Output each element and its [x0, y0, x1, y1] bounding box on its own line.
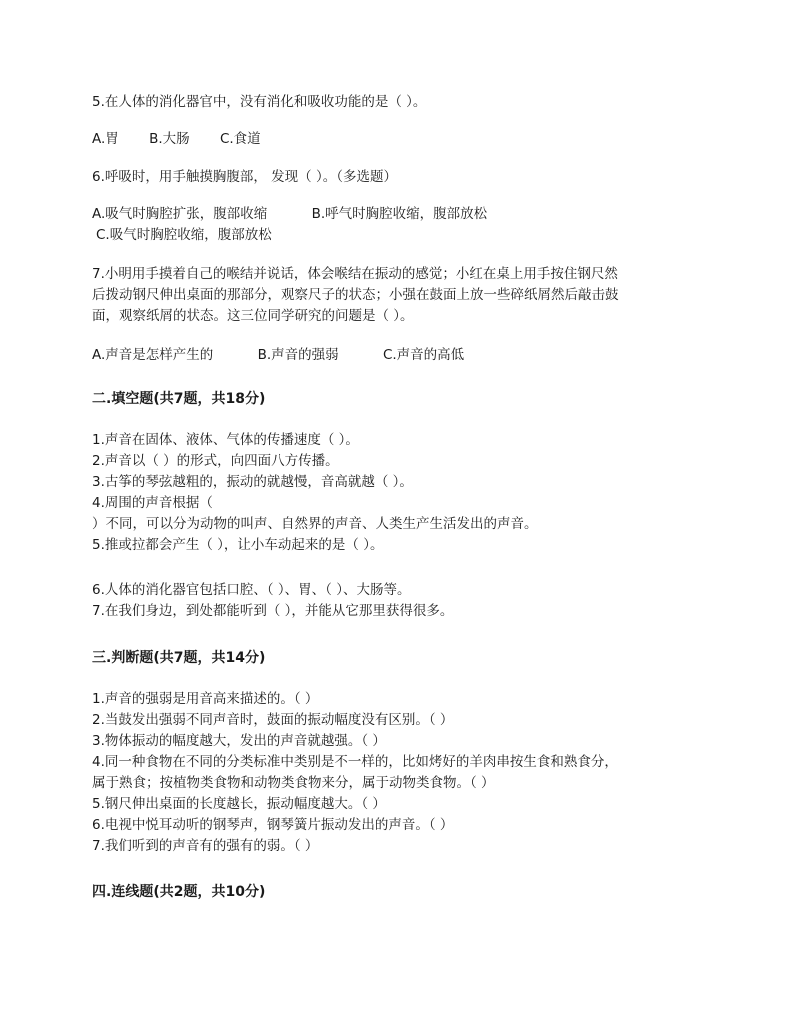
question-5-options — [92, 129, 732, 150]
fill-item-4: 4.周围的声音根据（ — [92, 495, 213, 511]
option-c: C.吸气时胸腔收缩，腹部放松 — [96, 227, 272, 243]
judge-item-2: 2.当鼓发出强弱不同声音时，鼓面的振动幅度没有区别。（ ） — [92, 712, 454, 728]
fill-item-6: 6.人体的消化器官包括口腔、（ ）、胃、（ ）、大肠等。 — [92, 582, 411, 598]
judge-item-4: 4.同一种食物在不同的分类标准中类别是不一样的，比如烤好的羊肉串按生食和熟食分， — [92, 754, 618, 770]
section-3-heading: 三.判断题(共7题，共14分) — [92, 650, 266, 666]
judge-item-3: 3.物体振动的幅度越大，发出的声音就越强。（ ） — [92, 733, 386, 749]
option-a: A.声音是怎样产生的 — [92, 347, 214, 363]
option-b: B.大肠 — [149, 131, 190, 147]
question-6-options — [92, 204, 732, 246]
section-2-heading: 二.填空题(共7题，共18分) — [92, 391, 266, 407]
judge-item-5: 5.钢尺伸出桌面的长度越长，振动幅度越大。（ ） — [92, 796, 386, 812]
fill-item-3: 3.古筝的琴弦越粗的，振动的就越慢，音高就越（ ）。 — [92, 474, 413, 490]
question-5 — [92, 92, 732, 113]
judge-item-1: 1.声音的强弱是用音高来描述的。（ ） — [92, 691, 319, 707]
question-7-stem-line-1: 7.小明用手摸着自己的喉结并说话，体会喉结在振动的感觉；小红在桌上用手按住钢尺然 — [92, 266, 618, 282]
question-7-stem-line-2: 后拨动钢尺伸出桌面的那部分，观察尺子的状态；小强在鼓面上放一些碎纸屑然后敲击鼓 — [92, 287, 619, 303]
fill-item-1: 1.声音在固体、液体、气体的传播速度（ ）。 — [92, 432, 359, 448]
fill-item-5: 5.推或拉都会产生（ ），让小车动起来的是（ ）。 — [92, 537, 384, 553]
option-b: B.呼气时胸腔收缩，腹部放松 — [311, 206, 488, 222]
section-2-group-1 — [92, 430, 732, 556]
option-c: C.声音的高低 — [382, 347, 465, 363]
question-6 — [92, 167, 732, 188]
fill-item-2: 2.声音以（ ）的形式，向四面八方传播。 — [92, 453, 339, 469]
section-4-heading: 四.连线题(共2题，共10分) — [92, 884, 266, 900]
fill-item-4-continued: ）不同，可以分为动物的叫声、自然界的声音、人类生产生活发出的声音。 — [92, 516, 538, 532]
judge-item-6: 6.电视中悦耳动听的钢琴声，钢琴簧片振动发出的声音。（ ） — [92, 817, 454, 833]
judge-item-4-continued: 属于熟食；按植物类食物和动物类食物来分，属于动物类食物。（ ） — [92, 775, 495, 791]
option-a: A.胃 — [92, 131, 119, 147]
judge-item-7: 7.我们听到的声音有的强有的弱。（ ） — [92, 838, 319, 854]
option-c: C.食道 — [219, 131, 261, 147]
question-7-stem-line-3: 面，观察纸屑的状态。这三位同学研究的问题是（ ）。 — [92, 308, 414, 324]
option-b: B.声音的强弱 — [257, 347, 339, 363]
question-5-stem: 5.在人体的消化器官中，没有消化和吸收功能的是（ ）。 — [92, 94, 427, 110]
section-2-group-2 — [92, 580, 732, 622]
question-7-options — [92, 345, 732, 366]
question-6-stem: 6.呼吸时，用手触摸胸腹部， 发现（ ）。（多选题） — [92, 169, 397, 185]
fill-item-7: 7.在我们身边，到处都能听到（ ），并能从它那里获得很多。 — [92, 603, 454, 619]
question-7 — [92, 264, 712, 327]
option-a: A.吸气时胸腔扩张，腹部收缩 — [92, 206, 268, 222]
section-3-items — [92, 689, 732, 857]
